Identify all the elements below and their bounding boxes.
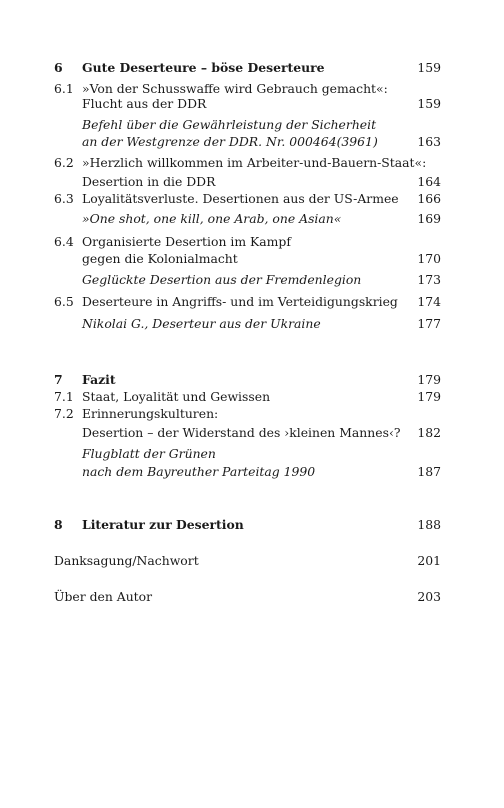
page-number: 159 — [417, 60, 441, 75]
page-number: 203 — [417, 589, 441, 604]
section-number: 6.5 — [54, 294, 74, 309]
page-number: 163 — [417, 134, 441, 149]
toc-section-6-4-cont — [0, 250, 504, 268]
toc-document-6-5 — [0, 315, 504, 333]
chapter-title: Literatur zur Desertion — [82, 517, 244, 532]
document-title: »One shot, one kill, one Arab, one Asian« — [82, 211, 342, 226]
page-number: 201 — [417, 553, 441, 568]
section-title-line-1: »Herzlich willkommen im Arbeiter-und-Bauern-Staat«: — [82, 155, 427, 170]
chapter-number: 7 — [54, 372, 63, 387]
page-number: 182 — [417, 425, 441, 440]
page-number: 169 — [417, 211, 441, 226]
chapter-title: Fazit — [82, 372, 116, 387]
chapter-number: 8 — [54, 517, 63, 532]
page-number: 187 — [417, 464, 441, 479]
toc-chapter-8 — [0, 516, 504, 534]
document-title-line-2: nach dem Bayreuther Parteitag 1990 — [82, 464, 316, 479]
page-number: 173 — [417, 272, 441, 287]
section-number: 7.1 — [54, 389, 74, 404]
section-number: 6.3 — [54, 191, 74, 206]
document-title-line-1: Befehl über die Gewährleistung der Sicherheit — [82, 117, 377, 132]
section-title-line-1: Erinnerungskulturen: — [82, 406, 219, 421]
section-title-line-2: gegen die Kolonialmacht — [82, 251, 238, 266]
toc-acknowledgements — [0, 552, 504, 570]
section-title: Loyalitätsverluste. Desertionen aus der US-Armee — [82, 191, 399, 206]
toc-document-7-2 — [0, 445, 504, 463]
toc-section-7-2-cont — [0, 424, 504, 442]
toc-chapter-7 — [0, 371, 504, 389]
chapter-title: Gute Deserteure – böse Deserteure — [82, 60, 325, 75]
page-number: 164 — [417, 174, 441, 189]
page-number: 170 — [417, 251, 441, 266]
backmatter-title: Danksagung/Nachwort — [54, 553, 199, 568]
chapter-number: 6 — [54, 60, 63, 75]
page-number: 188 — [417, 517, 441, 532]
document-title-line-2: an der Westgrenze der DDR. Nr. 000464(3961) — [82, 134, 378, 149]
section-title-line-1: Organisierte Desertion im Kampf — [82, 234, 291, 249]
toc-chapter-6 — [0, 59, 504, 77]
section-title: Deserteure in Angriffs- und im Verteidigungskrieg — [82, 294, 398, 309]
toc-about-author — [0, 588, 504, 606]
toc-section-7-1 — [0, 388, 504, 406]
page-number: 159 — [417, 96, 441, 111]
section-number: 6.1 — [54, 81, 74, 96]
section-title: Staat, Loyalität und Gewissen — [82, 389, 271, 404]
document-title: Nikolai G., Deserteur aus der Ukraine — [82, 316, 321, 331]
page-number: 174 — [417, 294, 441, 309]
toc-document-6-1-cont — [0, 133, 504, 151]
toc-section-6-3 — [0, 190, 504, 208]
document-title: Geglückte Desertion aus der Fremdenlegion — [82, 272, 362, 287]
section-number: 6.2 — [54, 155, 74, 170]
toc-document-6-1 — [0, 116, 504, 134]
document-title-line-1: Flugblatt der Grünen — [82, 446, 216, 461]
page-number: 166 — [417, 191, 441, 206]
toc-section-6-2 — [0, 154, 504, 172]
toc-document-6-3 — [0, 210, 504, 228]
section-title-line-1: »Von der Schusswaffe wird Gebrauch gemacht«: — [82, 81, 388, 96]
section-title-line-2: Desertion in die DDR — [82, 174, 216, 189]
toc-section-6-1-cont — [0, 95, 504, 113]
section-number: 6.4 — [54, 234, 74, 249]
toc-section-6-4 — [0, 233, 504, 251]
section-title-line-2: Flucht aus der DDR — [82, 96, 207, 111]
toc-section-6-2-cont — [0, 173, 504, 191]
toc-section-6-5 — [0, 293, 504, 311]
toc-document-7-2-cont — [0, 463, 504, 481]
toc-document-6-4 — [0, 271, 504, 289]
section-title-line-2: Desertion – der Widerstand des ›kleinen Mannes‹? — [82, 425, 401, 440]
toc-section-7-2 — [0, 405, 504, 423]
section-number: 7.2 — [54, 406, 74, 421]
backmatter-title: Über den Autor — [54, 589, 153, 604]
page-number: 179 — [417, 372, 441, 387]
page-number: 177 — [417, 316, 441, 331]
page-number: 179 — [417, 389, 441, 404]
